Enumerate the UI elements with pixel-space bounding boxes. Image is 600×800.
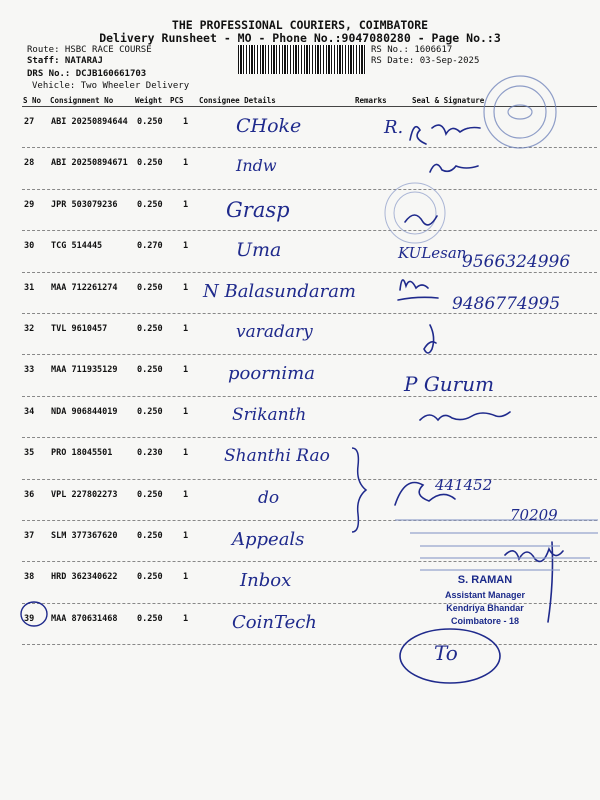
stamp-org: Kendriya Bhandar (446, 603, 524, 613)
col-remarks: Remarks (355, 96, 387, 105)
sno-cell: 27 (24, 117, 35, 127)
consignee-handwriting: varadary (236, 322, 313, 342)
pcs-cell: 1 (183, 241, 189, 252)
vehicle-text: Vehicle: Two Wheeler Delivery (32, 81, 190, 91)
sig-r-text: R. (384, 117, 404, 138)
consignment-cell: VPL 227802273 (51, 489, 118, 500)
stamp-name: S. RAMAN (457, 574, 513, 586)
sno-cell: 35 (24, 448, 35, 459)
weight-cell: 0.250 (137, 324, 163, 334)
weight-cell: 0.250 (137, 199, 163, 210)
sno-cell: 29 (24, 199, 35, 210)
sig-p-gurum: P Gurum (404, 372, 495, 396)
weight-cell: 0.250 (137, 365, 163, 376)
weight-cell: 0.250 (137, 531, 163, 541)
weight-cell: 0.250 (137, 158, 163, 169)
consignee-handwriting: Grasp (226, 197, 290, 222)
consignment-cell: SLM 377367620 (51, 531, 118, 541)
sig-phone-2: 9486774995 (452, 294, 561, 314)
pcs-cell: 1 (183, 158, 189, 169)
pcs-cell: 1 (183, 613, 189, 624)
pcs-cell: 1 (183, 531, 189, 541)
stamp-city: Coimbatore - 18 (450, 616, 519, 626)
sig-phone-1: 9566324996 (462, 252, 571, 272)
company-title: THE PROFESSIONAL COURIERS, COIMBATORE (171, 18, 429, 32)
weight-cell: 0.230 (137, 448, 163, 459)
weight-cell: 0.250 (137, 117, 163, 127)
col-weight: Weight (135, 96, 163, 105)
sno-cell: 31 (24, 282, 35, 293)
consignee-handwriting: CHoke (236, 115, 302, 137)
consignment-cell: PRO 18045501 (51, 448, 113, 459)
col-pcs: PCS (170, 96, 184, 105)
col-consignee: Consignee Details (199, 96, 276, 105)
weight-cell: 0.250 (137, 282, 163, 293)
consignment-cell: NDA 906844019 (51, 406, 118, 417)
sig-to: To (434, 641, 458, 665)
sno-cell: 28 (24, 158, 35, 169)
staff-text: Staff: NATARAJ (27, 56, 103, 66)
runsheet-subtitle: Delivery Runsheet - MO - Phone No.:9047080280 - Page No.:3 (99, 31, 501, 45)
brace-mark (352, 448, 366, 532)
consignment-cell: MAA 712261274 (51, 282, 118, 293)
rs-no-text: RS No.: 1606617 (371, 45, 453, 55)
round-seal-mid (385, 183, 445, 243)
pcs-cell: 1 (183, 365, 189, 376)
sno-cell: 33 (24, 365, 35, 376)
consignment-cell: MAA 870631468 (51, 613, 118, 624)
col-consignment: Consignment No (50, 96, 114, 105)
weight-cell: 0.250 (137, 572, 163, 583)
consignee-handwriting: N Balasundaram (203, 280, 356, 302)
sig-kulesan: KULesan (398, 244, 467, 262)
consignment-cell: ABI 20250894644 (51, 117, 128, 127)
drs-text: DRS No.: DCJB160661703 (27, 69, 147, 79)
rs-date-text: RS Date: 03-Sep-2025 (371, 56, 480, 66)
sno-cell: 34 (24, 406, 35, 417)
pcs-cell: 1 (183, 489, 189, 500)
consignment-cell: TVL 9610457 (51, 324, 108, 334)
consignment-cell: TCG 514445 (51, 241, 103, 252)
consignee-handwriting: Shanthi Rao (224, 446, 330, 467)
weight-cell: 0.270 (137, 241, 163, 252)
consignment-cell: MAA 711935129 (51, 365, 118, 376)
consignee-handwriting: Inbox (240, 570, 292, 592)
sno-cell: 37 (24, 531, 35, 541)
sno-cell: 32 (24, 324, 35, 334)
consignee-handwriting: Uma (236, 239, 282, 262)
consignee-handwriting: Indw (236, 156, 277, 176)
sno-cell: 39 (24, 613, 35, 624)
consignment-cell: JPR 503079236 (51, 199, 118, 210)
pcs-cell: 1 (183, 406, 189, 417)
rect-stamp-lines (395, 520, 598, 570)
pcs-cell: 1 (183, 448, 189, 459)
pcs-cell: 1 (183, 117, 189, 127)
weight-cell: 0.250 (137, 406, 163, 417)
consignee-handwriting: CoinTech (232, 611, 317, 633)
sig-note-2: 70209 (510, 506, 558, 524)
pcs-cell: 1 (183, 282, 189, 293)
col-sno: S No (23, 96, 42, 105)
sno-cell: 30 (24, 241, 35, 252)
sno-cell: 36 (24, 489, 35, 500)
sig-note-1: 441452 (435, 476, 493, 494)
round-seal-top (484, 76, 556, 148)
sno-cell: 38 (24, 572, 35, 583)
pcs-cell: 1 (183, 199, 189, 210)
pcs-cell: 1 (183, 572, 189, 583)
stamp-designation: Assistant Manager (444, 590, 526, 600)
route-text: Route: HSBC RACE COURSE (27, 45, 152, 55)
col-signature: Seal & Signature (412, 96, 485, 105)
consignee-handwriting: Appeals (232, 529, 305, 550)
consignee-handwriting: do (258, 487, 280, 508)
weight-cell: 0.250 (137, 489, 163, 500)
sno-circle (21, 602, 47, 626)
consignee-handwriting: Srikanth (232, 404, 307, 425)
consignee-handwriting: poornima (228, 363, 315, 385)
weight-cell: 0.250 (137, 613, 163, 624)
consignment-cell: ABI 20250894671 (51, 158, 128, 169)
consignment-cell: HRD 362340622 (51, 572, 118, 583)
pcs-cell: 1 (183, 324, 189, 334)
